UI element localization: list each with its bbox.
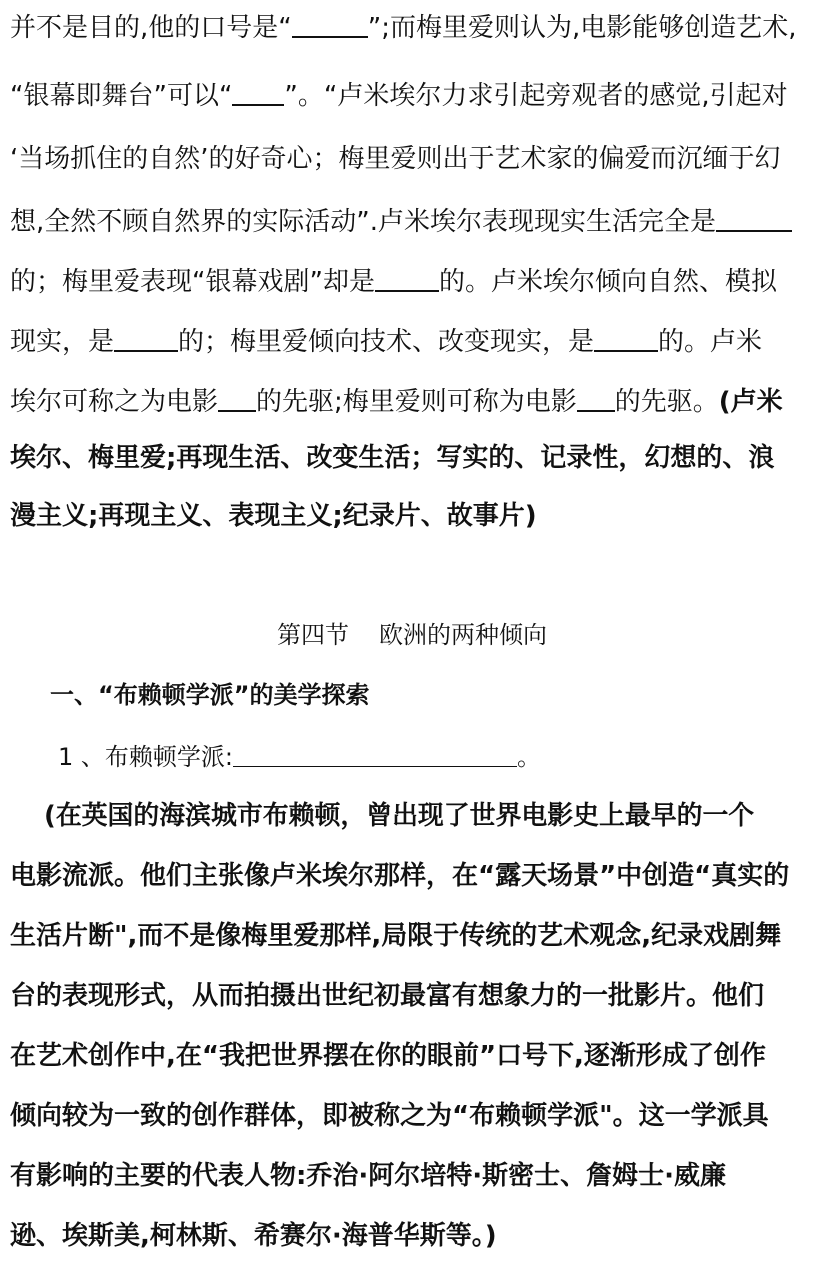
answer-text: 漫主义;再现主义、表现主义;纪录片、故事片)	[10, 501, 537, 531]
fill-in-blank	[594, 326, 658, 352]
answer-line	[10, 1098, 814, 1134]
text-segment: 的；梅里爱表现“银幕戏剧”却是	[10, 267, 375, 297]
section-title	[0, 618, 824, 652]
subheading: 一、“布赖顿学派”的美学探索	[50, 681, 370, 709]
answer-text: 倾向较为一致的创作群体，即被称之为“布赖顿学派"。这一学派具	[10, 1101, 769, 1131]
item-label: 1 、布赖顿学派:	[58, 743, 233, 771]
text-line	[10, 10, 814, 46]
text-segment: 想,全然不顾自然界的实际活动”.卢米埃尔表现现实生活完全是	[10, 207, 716, 237]
text-segment: 的先驱。	[614, 387, 719, 417]
text-segment: “银幕即舞台”可以“	[10, 81, 233, 111]
fill-in-blank	[233, 742, 517, 767]
fill-in-blank	[218, 386, 256, 412]
text-segment: 的。卢米	[658, 327, 763, 357]
answer-text: 生活片断",而不是像梅里爱那样,局限于传统的艺术观念,纪录戏剧舞	[10, 921, 782, 951]
text-segment: ‘当场抓住的自然’的好奇心；梅里爱则出于艺术家的偏爱而沉缅于幻	[10, 144, 781, 174]
answer-text: (卢米	[718, 387, 783, 417]
answer-line	[44, 798, 816, 834]
list-item	[58, 740, 541, 774]
answer-text: (在英国的海滨城市布赖顿，曾出现了世界电影史上最早的一个	[44, 801, 755, 831]
answer-text: 在艺术创作中,在“我把世界摆在你的眼前”口号下,逐渐形成了创作	[10, 1041, 766, 1071]
text-segment: 并不是目的,他的口号是“	[10, 13, 292, 43]
text-segment: 现实，是	[10, 327, 115, 357]
text-line	[10, 78, 814, 114]
answer-text: 台的表现形式，从而拍摄出世纪初最富有想象力的一批影片。他们	[10, 981, 765, 1011]
answer-line	[10, 858, 814, 894]
fill-in-blank	[716, 206, 792, 232]
text-segment: 的；梅里爱倾向技术、改变现实，是	[178, 327, 595, 357]
answer-line	[10, 978, 814, 1014]
fill-in-blank	[114, 326, 178, 352]
fill-in-blank	[232, 80, 284, 106]
answer-line	[10, 498, 814, 534]
answer-text: 逊、埃斯美,柯林斯、希赛尔·海普华斯等。)	[10, 1221, 497, 1251]
text-line	[10, 384, 814, 420]
text-segment: 的先驱;梅里爱则可称为电影	[256, 387, 577, 417]
answer-line	[10, 918, 814, 954]
answer-line	[10, 1158, 814, 1194]
answer-line	[10, 1218, 814, 1254]
section-number: 第四节	[277, 621, 349, 649]
text-segment: 埃尔可称之为电影	[10, 387, 219, 417]
text-line	[10, 204, 814, 240]
text-line	[10, 324, 814, 360]
answer-text: 埃尔、梅里爱;再现生活、改变生活；写实的、记录性，幻想的、浪	[10, 443, 775, 473]
text-line	[10, 141, 814, 177]
answer-text: 电影流派。他们主张像卢米埃尔那样，在“露天场景”中创造“真实的	[10, 861, 790, 891]
text-segment: ”。“卢米埃尔力求引起旁观者的感觉,引起对	[284, 81, 788, 111]
fill-in-blank	[292, 12, 368, 38]
answer-line	[10, 1038, 814, 1074]
section-name: 欧洲的两种倾向	[379, 621, 547, 649]
text-line	[10, 264, 814, 300]
fill-in-blank	[577, 386, 615, 412]
answer-line	[10, 440, 814, 476]
item-end: 。	[516, 743, 541, 771]
text-segment: ”;而梅里爱则认为,电影能够创造艺术,	[367, 13, 797, 43]
answer-text: 有影响的主要的代表人物:乔治·阿尔培特·斯密士、詹姆士·威廉	[10, 1161, 727, 1191]
text-segment: 的。卢米埃尔倾向自然、模拟	[438, 267, 777, 297]
fill-in-blank	[375, 266, 439, 292]
